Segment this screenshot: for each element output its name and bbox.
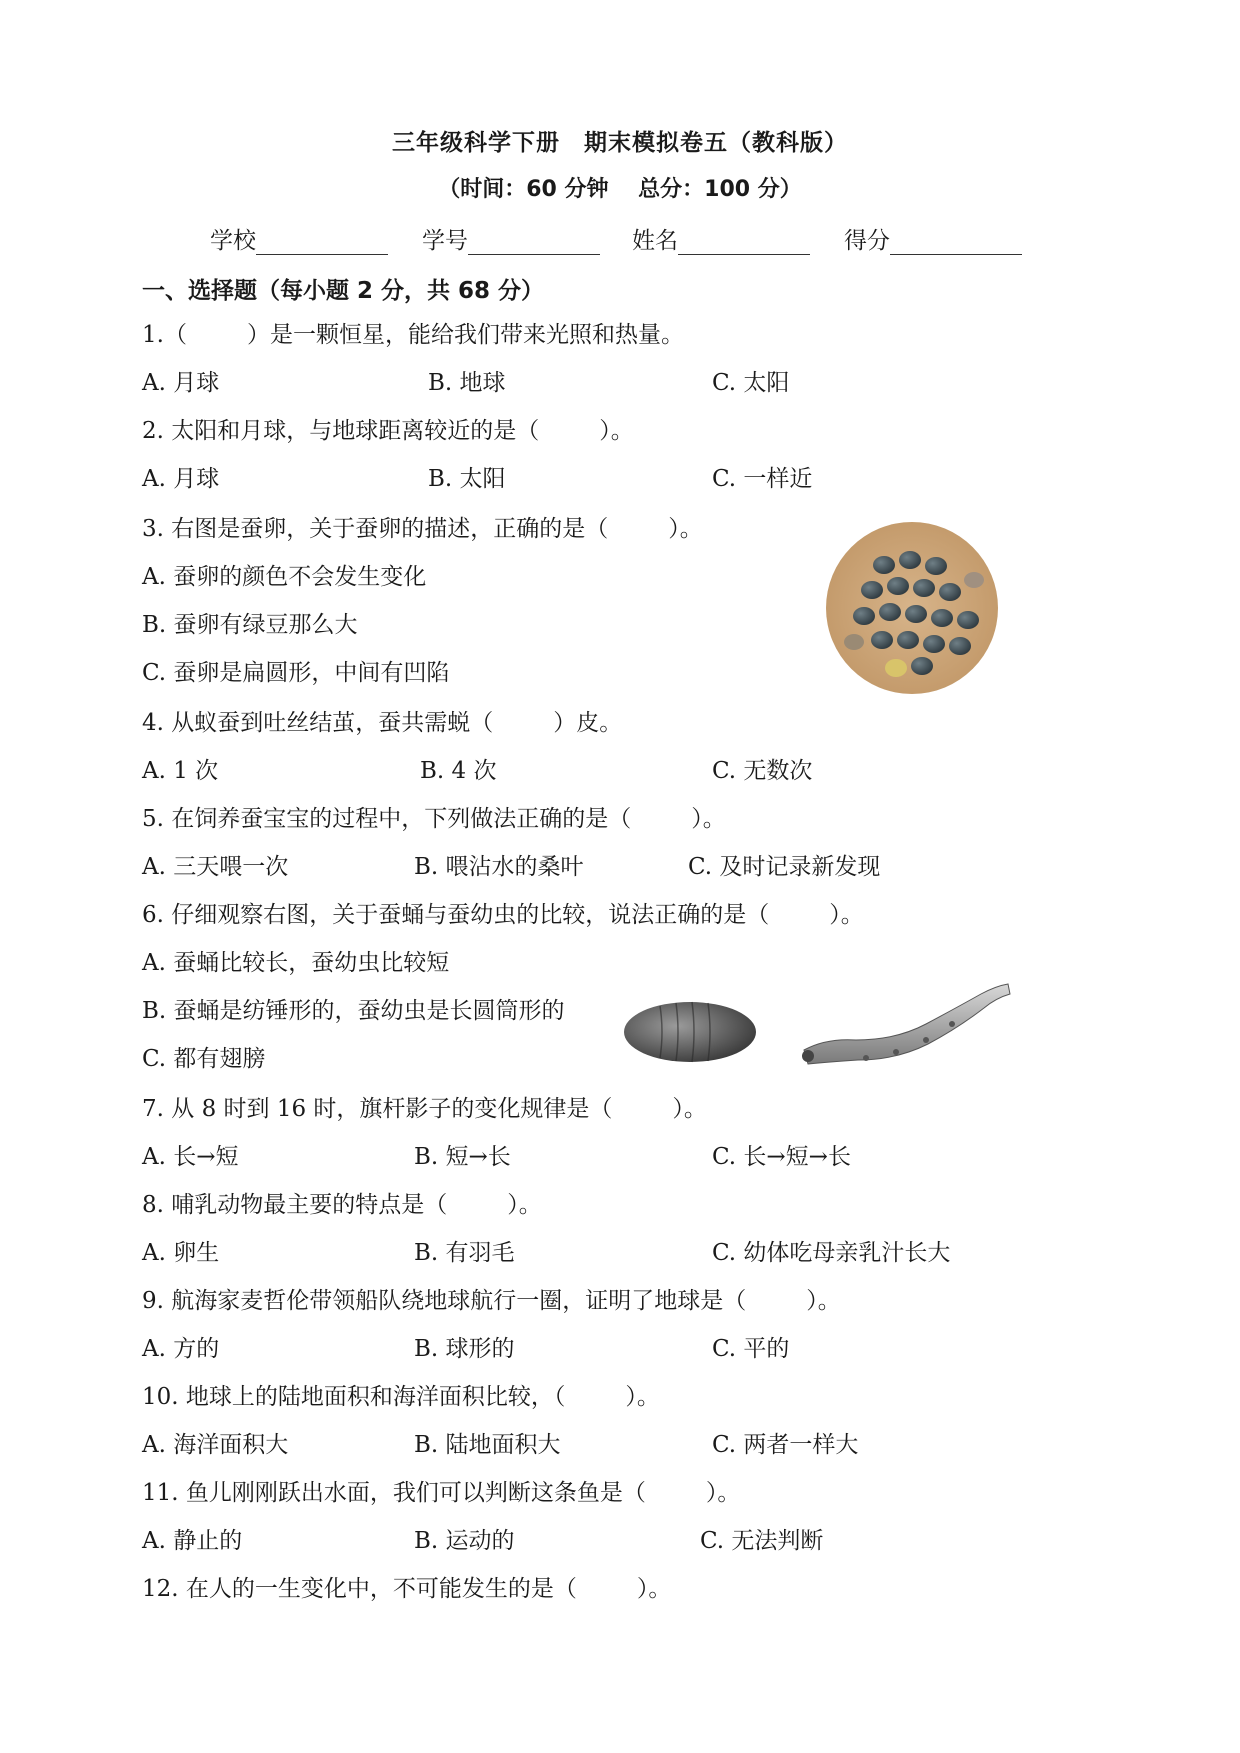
question-stem: 2. 太阳和月球，与地球距离较近的是（ xyxy=(142,418,540,444)
question-stem-end: ）皮。 xyxy=(553,710,623,736)
option-a[interactable]: A. 三天喂一次 xyxy=(142,854,289,880)
question-stem: 12. 在人的一生变化中，不可能发生的是（ xyxy=(142,1576,577,1602)
question-stem: 10. 地球上的陆地面积和海洋面积比较，（ xyxy=(142,1384,566,1410)
exam-title: 三年级科学下册 期末模拟卷五（教科版） xyxy=(392,130,848,156)
school-blank[interactable] xyxy=(256,232,388,255)
question-stem: 8. 哺乳动物最主要的特点是（ xyxy=(142,1192,448,1218)
option-b[interactable]: B. 运动的 xyxy=(414,1528,515,1554)
question-stem-end: ）。 xyxy=(691,806,726,832)
question-8 xyxy=(142,1190,542,1220)
question-stem-end: ）。 xyxy=(636,1576,672,1602)
question-3 xyxy=(142,514,703,544)
question-11 xyxy=(142,1478,740,1508)
question-stem-end: ）。 xyxy=(829,902,864,928)
question-stem-end: ）。 xyxy=(672,1096,707,1122)
student-id-field[interactable] xyxy=(422,222,600,255)
option-c[interactable]: C. 太阳 xyxy=(712,370,790,396)
option-a[interactable]: A. 蚕卵的颜色不会发生变化 xyxy=(142,564,427,590)
question-stem: 3. 右图是蚕卵，关于蚕卵的描述，正确的是（ xyxy=(142,516,609,542)
option-c[interactable]: C. 两者一样大 xyxy=(712,1432,859,1458)
question-6 xyxy=(142,900,864,930)
question-stem: 5. 在饲养蚕宝宝的过程中，下列做法正确的是（ xyxy=(142,806,632,832)
question-stem: 7. 从 8 时到 16 时，旗杆影子的变化规律是（ xyxy=(142,1096,613,1122)
section-title-choice: 一、选择题（每小题 2 分，共 68 分） xyxy=(142,278,545,304)
student-info-fields xyxy=(0,222,1240,258)
question-stem: 9. 航海家麦哲伦带领船队绕地球航行一圈，证明了地球是（ xyxy=(142,1288,747,1314)
option-c[interactable]: C. 无法判断 xyxy=(700,1528,824,1554)
option-a[interactable]: A. 静止的 xyxy=(142,1528,243,1554)
option-b[interactable]: B. 球形的 xyxy=(414,1336,515,1362)
score-label: 得分 xyxy=(844,228,890,254)
option-c[interactable]: C. 一样近 xyxy=(712,466,813,492)
option-a[interactable]: A. 方的 xyxy=(142,1336,220,1362)
question-12 xyxy=(142,1574,671,1604)
option-a[interactable]: A. 海洋面积大 xyxy=(142,1432,289,1458)
option-c[interactable]: C. 幼体吃母亲乳汁长大 xyxy=(712,1240,951,1266)
question-stem-end: ）是一颗恒星，能给我们带来光照和热量。 xyxy=(246,322,684,348)
question-stem: 11. 鱼儿刚刚跃出水面，我们可以判断这条鱼是（ xyxy=(142,1480,646,1506)
score-field[interactable] xyxy=(844,222,1022,255)
question-stem: 1.（ xyxy=(142,322,187,348)
question-9 xyxy=(142,1286,841,1316)
option-c[interactable]: C. 长→短→长 xyxy=(712,1144,851,1170)
option-a[interactable]: A. 长→短 xyxy=(142,1144,239,1170)
option-b[interactable]: B. 地球 xyxy=(428,370,506,396)
option-c[interactable]: C. 无数次 xyxy=(712,758,813,784)
option-b[interactable]: B. 蚕卵有绿豆那么大 xyxy=(142,612,358,638)
question-stem-end: ）。 xyxy=(705,1480,741,1506)
option-b[interactable]: B. 太阳 xyxy=(428,466,506,492)
silkworm-larva-image xyxy=(796,968,1016,1078)
school-field[interactable] xyxy=(210,222,388,255)
option-b[interactable]: B. 短→长 xyxy=(414,1144,511,1170)
name-label: 姓名 xyxy=(632,228,678,254)
exam-subtitle: （时间：60 分钟 总分：100 分） xyxy=(438,177,802,202)
question-stem-end: ）。 xyxy=(625,1384,660,1410)
option-b[interactable]: B. 有羽毛 xyxy=(414,1240,515,1266)
option-a[interactable]: A. 月球 xyxy=(142,466,220,492)
question-5 xyxy=(142,804,726,834)
score-blank[interactable] xyxy=(890,232,1022,255)
question-stem-end: ）。 xyxy=(806,1288,841,1314)
option-b[interactable]: B. 4 次 xyxy=(420,758,497,784)
question-10 xyxy=(142,1382,660,1412)
option-c[interactable]: C. 及时记录新发现 xyxy=(688,854,881,880)
question-stem: 4. 从蚁蚕到吐丝结茧，蚕共需蜕（ xyxy=(142,710,494,736)
question-7 xyxy=(142,1094,707,1124)
option-c[interactable]: C. 平的 xyxy=(712,1336,790,1362)
question-2 xyxy=(142,416,634,446)
question-stem: 6. 仔细观察右图，关于蚕蛹与蚕幼虫的比较，说法正确的是（ xyxy=(142,902,770,928)
option-c[interactable]: C. 蚕卵是扁圆形，中间有凹陷 xyxy=(142,660,450,686)
silkworm-pupa-image xyxy=(620,990,760,1070)
student-id-blank[interactable] xyxy=(468,232,600,255)
question-4 xyxy=(142,708,622,738)
option-b[interactable]: B. 蚕蛹是纺锤形的，蚕幼虫是长圆筒形的 xyxy=(142,998,565,1024)
question-stem-end: ）。 xyxy=(507,1192,542,1218)
option-b[interactable]: B. 陆地面积大 xyxy=(414,1432,561,1458)
option-a[interactable]: A. 月球 xyxy=(142,370,220,396)
student-id-label: 学号 xyxy=(422,228,468,254)
question-stem-end: ）。 xyxy=(599,418,634,444)
silkworm-eggs-image xyxy=(824,520,1000,696)
option-c[interactable]: C. 都有翅膀 xyxy=(142,1046,266,1072)
question-stem-end: ）。 xyxy=(668,516,703,542)
option-a[interactable]: A. 1 次 xyxy=(142,758,219,784)
question-1 xyxy=(142,320,684,350)
option-b[interactable]: B. 喂沾水的桑叶 xyxy=(414,854,584,880)
name-blank[interactable] xyxy=(678,232,810,255)
option-a[interactable]: A. 蚕蛹比较长，蚕幼虫比较短 xyxy=(142,950,450,976)
school-label: 学校 xyxy=(210,228,256,254)
option-a[interactable]: A. 卵生 xyxy=(142,1240,220,1266)
name-field[interactable] xyxy=(632,222,810,255)
